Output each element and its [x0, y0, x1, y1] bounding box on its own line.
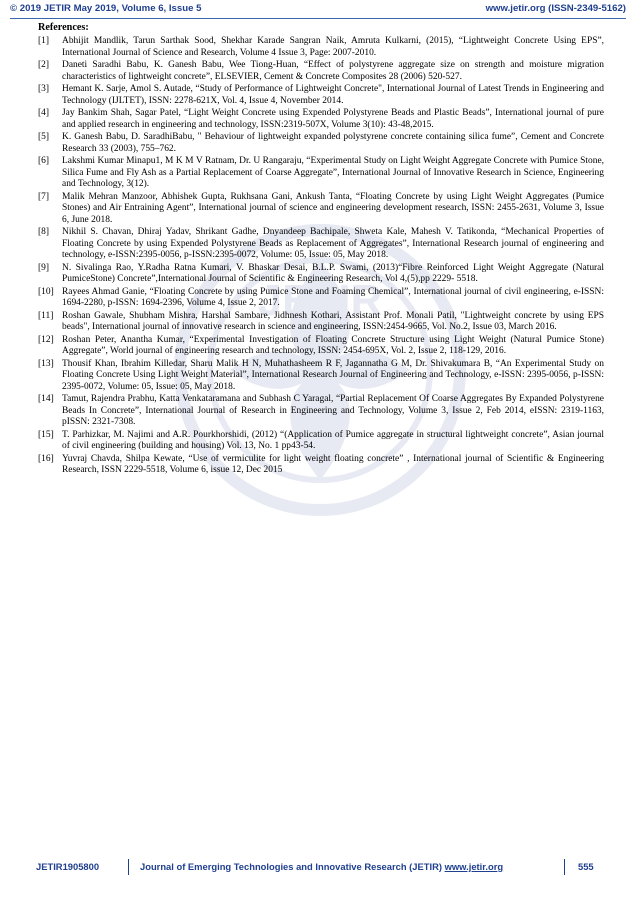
reference-number: [5] [38, 132, 50, 142]
reference-text: Lakshmi Kumar Minapu1, M K M V Ratnam, Dr. U Rangaraju, “Experimental Study on Light Weight Aggregate Concrete with Pumice Stone, Silica Fume and Fly Ash as a Partial Replacement of Coarse Aggregate”, International Journal of Innovative Research in Science, Engineering and Technology, 3(12). [62, 156, 604, 189]
reference-item [38, 60, 604, 83]
reference-number: [8] [38, 227, 50, 237]
reference-text: Rayees Ahmad Ganie, “Floating Concrete by using Pumice Stone and Foaming Chemical”, International journal of civil engineering, e-ISSN: 1694-2280, p-ISSN: 1694-2396, Volume 4, Issue 2, 2017. [62, 286, 604, 308]
reference-text: Abhijit Mandlik, Tarun Sarthak Sood, Shekhar Karade Sangran Naik, Amruta Kulkarni, (2015), “Lightweight Concrete Using EPS”, International Journal of Science and Research, Volume 4 Issue 3, Page: 2007-2010. [62, 36, 604, 58]
header-issue-info: © 2019 JETIR May 2019, Volume 6, Issue 5 [10, 3, 202, 14]
reference-item [38, 454, 604, 477]
reference-item [38, 311, 604, 334]
page-footer [34, 859, 604, 875]
footer-journal [140, 861, 503, 872]
reference-number: [12] [38, 334, 54, 345]
reference-text: Roshan Peter, Anantha Kumar, “Experimental Investigation of Floating Concrete Structure using Light Weight (Natural Pumice Stone) Aggregate”, World journal of engineering research and technology, ISSN: 2454-695X, Vol. 2, Issue 2, 118-129, 2016. [62, 334, 604, 356]
reference-number: [2] [38, 60, 50, 70]
reference-text: Jay Bankim Shah, Sagar Patel, “Light Weight Concrete using Expended Polystyrene Beads and Plastic Beads”, International journal of pure and applied research in engineering and technology, ISSN:2319-507X, Volume 3(10): 43-48,2015. [62, 108, 604, 130]
reference-item [38, 227, 604, 262]
reference-item [38, 335, 604, 358]
page-header [10, 2, 626, 19]
reference-text: K. Ganesh Babu, D. SaradhiBabu, " Behaviour of lightweight expanded polystyrene concrete containing silica fume”, Cement and Concrete Research 33 (2003), 755–762. [62, 132, 604, 154]
reference-item [38, 359, 604, 394]
reference-item [38, 108, 604, 131]
reference-text: N. Sivalinga Rao, Y.Radha Ratna Kumari, V. Bhaskar Desai, B.L.P. Swami, (2013)“Fibre Reinforced Light Weight Aggregate (Natural PumiceStone) Concrete”,International Journal of Scientific & Engineering Research, Vol 4,(5),pp 2229- 5518. [62, 262, 604, 284]
reference-item [38, 430, 604, 453]
reference-item [38, 192, 604, 227]
reference-number: [7] [38, 191, 50, 202]
footer-divider [128, 859, 129, 875]
reference-number: [15] [38, 429, 54, 440]
page-number: 555 [578, 861, 594, 872]
reference-item [38, 36, 604, 59]
footer-divider [564, 859, 565, 875]
footer-website-link[interactable]: www.jetir.org [444, 861, 504, 872]
reference-item [38, 84, 604, 107]
reference-number: [3] [38, 84, 50, 94]
reference-text: Daneti Saradhi Babu, K. Ganesh Babu, Wee Tiong-Huan, “Effect of polystyrene aggregate size on strength and moisture migration characteristics of lightweight concrete”, ELSEVIER, Cement & Concrete Composites 28 (2006) 520-527. [62, 60, 604, 82]
reference-number: [16] [38, 453, 54, 464]
reference-text: Malik Mehran Manzoor, Abhishek Gupta, Rukhsana Gani, Ankush Tanta, “Floating Concrete by using Light Weight Aggregates (Pumice Stones) and Air Entraining Agent”, International journal of science and engineering development research, ISSN: 2455-2631, Volume 3, Issue 6, June 2018. [62, 191, 604, 225]
reference-number: [11] [38, 310, 54, 321]
reference-number: [14] [38, 394, 54, 404]
reference-number: [1] [38, 36, 50, 46]
reference-number: [4] [38, 108, 50, 118]
reference-item [38, 287, 604, 310]
reference-list [38, 36, 604, 478]
reference-text: Yuvraj Chavda, Shilpa Kewate, “Use of vermiculite for light weight floating concrete” , International journal of Scientific & Engineering Research, ISSN 2229-5518, Volume 6, issue 12, Dec 2015 [62, 453, 604, 475]
reference-number: [6] [38, 156, 50, 166]
header-website-issn: www.jetir.org (ISSN-2349-5162) [485, 3, 626, 14]
reference-item [38, 394, 604, 429]
reference-item [38, 156, 604, 191]
reference-text: Nikhil S. Chavan, Dhiraj Yadav, Shrikant Gadhe, Dnyandeep Bachipale, Shweta Kale, Mahesh V. Tatikonda, “Mechanical Properties of Floating Concrete by using Expended Polystyrene Beads as Replacement of Aggregates”, International Research journal of engineering and technology, e-ISSN:2395-0056, p-ISSN:2395-0072, Volume: 05, Issue: 05, May 2018. [62, 227, 604, 260]
footer-paper-id: JETIR1905800 [36, 861, 100, 872]
svg-text:JETIR: JETIR [257, 276, 383, 325]
reference-text: T. Parhizkar, M. Najimi and A.R. Pourkhorshidi, (2012) “(Application of Pumice aggregate in structural lightweight concrete”, Asian journal of civil engineering (building and housing) Vol. 13, No. 1 pp43-54. [62, 429, 604, 451]
reference-item [38, 263, 604, 286]
reference-text: Tamut, Rajendra Prabhu, Katta Venkataramana and Subhash C Yaragal, “Partial Replacement Of Coarse Aggregates By Expanded Polystyrene Beads In Concrete”, International Journal of Research in Engineering and Technology, Volume 3, Issue 2, Feb 2014, eISSN: 2319-1163, pISSN: 2321-7308. [62, 394, 604, 427]
footer-journal-name: Journal of Emerging Technologies and Innovative Research (JETIR) [140, 861, 445, 872]
reference-number: [10] [38, 286, 54, 297]
reference-number: [9] [38, 262, 50, 273]
references-heading: References: [38, 22, 89, 33]
reference-number: [13] [38, 358, 54, 369]
reference-text: Hemant K. Sarje, Amol S. Autade, “Study of Performance of Lightweight Concrete", International Journal of Latest Trends in Engineering and Technology (IJLTET), ISSN: 2278-621X, Vol. 4, Issue 4, November 2014. [62, 84, 604, 106]
reference-text: Roshan Gawale, Shubham Mishra, Harshal Sambare, Jidhnesh Kothari, Assistant Prof. Monali Patil, "Lightweight concrete by using EPS beads", International journal of innovative research in science and engineering, ISSN:2454-9665, Vol. No.2, Issue 03, March 2016. [62, 310, 604, 332]
reference-item [38, 132, 604, 155]
reference-text: Thousif Khan, Ibrahim Killedar, Sharu Malik H N, Muhathasheem R F, Jagannatha G M, Dr. Shivakumara B, “An Experimental Study on Floating Concrete Using Light Weight Material”, International Research Journal of Engineering and Technology, e-ISSN: 2395-0056, p-ISSN: 2395-0072, Volume: 05, Issue: 05, May 2018. [62, 358, 604, 392]
